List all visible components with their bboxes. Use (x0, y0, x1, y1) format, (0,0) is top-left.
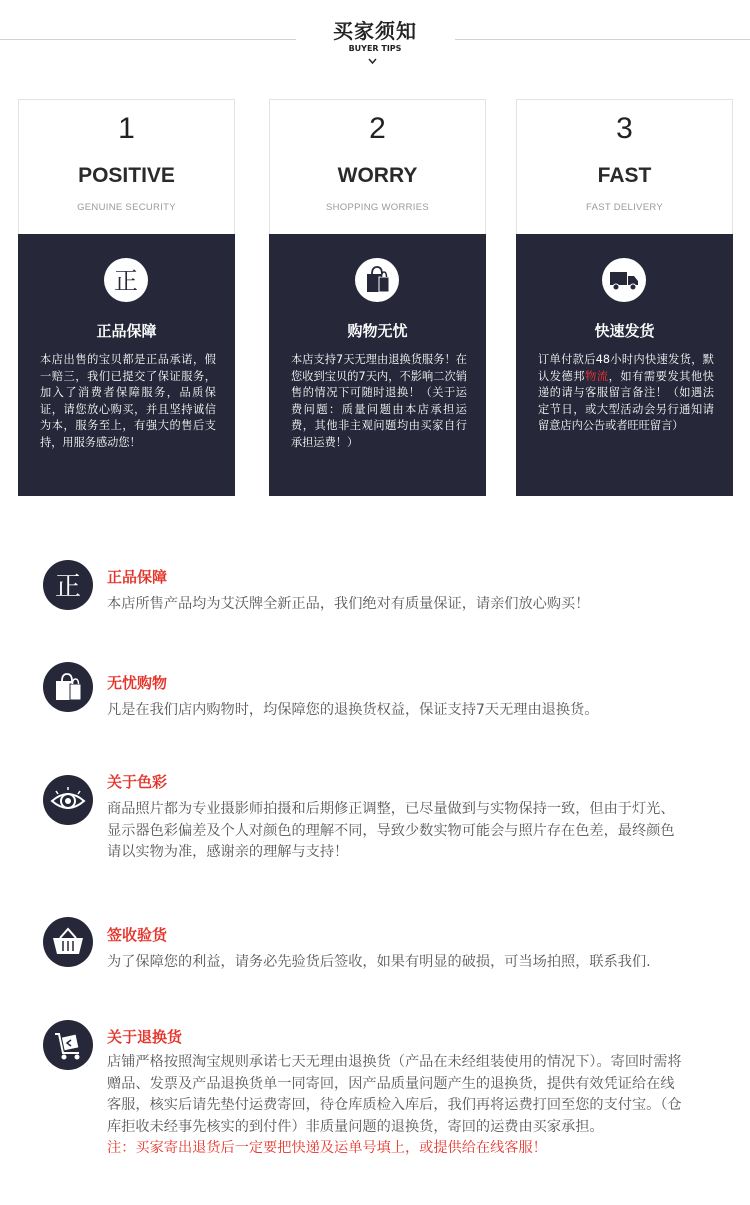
card-number: 3 (616, 112, 633, 145)
card-title-cn: 正品保障 (96, 322, 157, 340)
page-title: 买家须知 (333, 19, 417, 43)
card-panel (269, 234, 486, 496)
card-panel (516, 234, 733, 496)
card-header (517, 100, 732, 234)
shopping-bag-icon (43, 662, 93, 712)
feature-card-worry (269, 99, 486, 495)
card-header (270, 100, 485, 234)
return-cart-icon (43, 1020, 93, 1070)
tip-title: 签收验货 (107, 926, 168, 944)
card-body: 本店支持7天无理由退换货服务！在您收到宝贝的7天内，不影响二次销售的情况下可随时退换！（关于运费问题：质量问题由本店承担运费，其他非主观问题均由买家自行承担运费！） (291, 353, 467, 449)
card-subtitle-en: GENUINE SECURITY (77, 202, 176, 213)
feature-card-fast (516, 99, 733, 495)
card-subtitle-en: SHOPPING WORRIES (326, 202, 429, 213)
basket-icon (43, 917, 93, 967)
tip-body: 本店所售产品均为艾沃牌全新正品，我们绝对有质量保证，请亲们放心购买！ (107, 596, 590, 612)
card-title-en: POSITIVE (78, 164, 175, 187)
card-number: 2 (369, 112, 386, 145)
feature-card-positive (18, 99, 235, 495)
tip-body: 商品照片都为专业摄影师拍摄和后期修正调整，已尽量做到与实物保持一致，但由于灯光、显示器色彩偏差及个人对颜色的理解不同，导致少数实物可能会与照片存在色差，最终颜色请以实物为准，感谢亲的理解与支持！ (107, 801, 675, 860)
card-title-cn: 购物无忧 (347, 322, 408, 340)
card-panel (18, 234, 235, 496)
card-title-en: WORRY (337, 164, 418, 187)
tip-body: 为了保障您的利益，请务必先验货后签收，如果有明显的破损，可当场拍照，联系我们. (107, 954, 651, 970)
buyer-tips-header (0, 0, 750, 75)
card-body: 本店出售的宝贝都是正品承诺，假一赔三，我们已提交了保证服务，加入了消费者保障服务，品质保证，请您放心购买，并且坚持诚信为本，服务至上，有强大的售后支持，用服务感动您！ (40, 353, 216, 449)
svg-text:正: 正 (54, 572, 82, 602)
page-subtitle: BUYER TIPS (348, 44, 402, 53)
zheng-glyph-icon (43, 560, 93, 610)
chevron-down-icon (368, 57, 377, 66)
tip-title: 正品保障 (107, 568, 168, 586)
tip-body: 店铺严格按照淘宝规则承诺七天无理由退换货（产品在未经组装使用的情况下）。寄回时需将赠品、发票及产品退换货单一同寄回，因产品质量问题产生的退换货，提供有效凭证给在线客服，核实后请先垫付运费寄回，待仓库质检入库后，我们再将运费打回至您的支付宝。（仓库拒收未经事先核实的到付件）非质量问题的退换货，寄回的运费由买家承担。 注：买家寄出退货后一定要把快递及运单号填上，或提供给在线客服！ (107, 1054, 682, 1156)
card-header (19, 100, 234, 234)
card-body: 订单付款后48小时内快速发货，默认发德邦物流，如有需要发其他快递的请与客服留言备注！（如遇法定节日，或大型活动会另行通知请留意店内公告或者旺旺留言） (538, 353, 714, 432)
card-title-en: FAST (597, 164, 652, 187)
card-title-cn: 快速发货 (594, 322, 655, 340)
shopping-bag-icon (355, 258, 399, 302)
tip-body: 凡是在我们店内购物时，均保障您的退换货权益，保证支持7天无理由退换货。 (107, 702, 599, 718)
tip-title: 关于色彩 (107, 773, 168, 791)
svg-text:正: 正 (114, 267, 138, 295)
tip-title: 无忧购物 (107, 674, 168, 692)
highlight-text: 物流 (585, 369, 609, 383)
delivery-truck-icon (602, 258, 646, 302)
tip-note: 注：买家寄出退货后一定要把快递及运单号填上，或提供给在线客服！ (107, 1140, 547, 1156)
zheng-glyph-icon (104, 258, 148, 302)
eye-icon (43, 775, 93, 825)
card-number: 1 (118, 112, 135, 145)
card-subtitle-en: FAST DELIVERY (586, 202, 663, 213)
tip-title: 关于退换货 (107, 1028, 183, 1046)
